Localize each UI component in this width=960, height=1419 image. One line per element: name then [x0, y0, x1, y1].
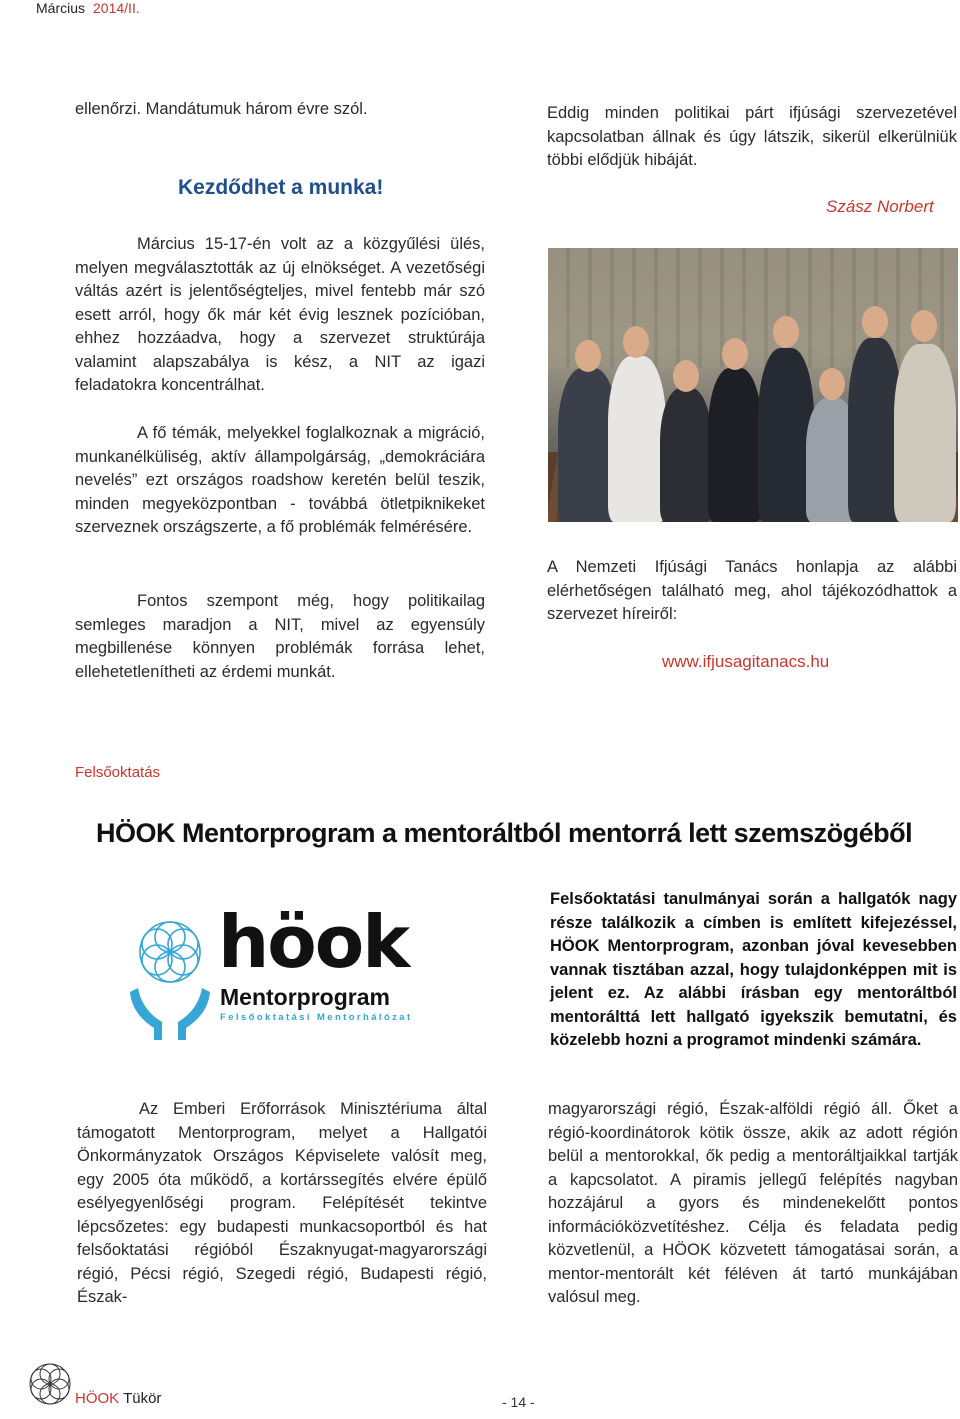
article-body-right: magyarországi régió, Észak-alföldi régió áll. Őket a régió-koordinátorok kötik össze, akik az adott régión belül a mentorokkal, ők pedig a mentoráltjaikkal tartják a kapcsolatot. A piramis jellegű felépítés nagyban hozzájárul a gyors és mindenekelőtt pontos információközvetítéshez. Célja és feladata pedig közvetlenül, a HÖOK közvetett támogatásai során, a mentor-mentorált két féléven át tartó munkájában valósul meg. — [548, 1100, 958, 1306]
article-author: Szász Norbert — [826, 197, 934, 216]
page-number: - 14 - — [502, 1394, 535, 1410]
left-paragraph-2: Március 15-17-én volt az a közgyűlési ülés, melyen megválasztották az új elnökséget. A vezetőségi váltás azért is jelentőségteljes, mivel fentebb már szó esett arról, hogy ők már két évig lesznek pozícióban, ehhez hozzáadva, hogy a szervezet struktúrája valamint alapszabálya is kész, a NIT az igazi feladatokra koncentrálhat. — [75, 235, 485, 394]
page-header — [36, 0, 140, 16]
footer-brand-red: HÖOK — [75, 1390, 120, 1407]
logo-wordmark: höok — [218, 900, 409, 984]
left-paragraph-1: ellenőrzi. Mandátumuk három évre szól. — [75, 100, 368, 118]
logo-subtitle: Mentorprogram — [220, 984, 390, 1010]
article-intro: Felsőoktatási tanulmányai során a hallgatók nagy része találkozik a címben is említett kifejezéssel, HÖOK Mentorprogram, azonban jóval kevesebben vannak tisztában azzal, hogy tulajdonképpen mit is jelent ez. Az alábbi írásban egy mentoráltból mentorálttá lett hallgató igyekszik bemutatni, és közelebb hozni a programot mindenki számára. — [550, 890, 957, 1049]
footer-brand-rest: Tükör — [119, 1390, 162, 1407]
section-heading: Kezdődhet a munka! — [178, 176, 384, 199]
article-title: HÖOK Mentorprogram a mentoráltból mentorrá lett szemszögéből — [96, 818, 913, 848]
right-paragraph-2: A Nemzeti Ifjúsági Tanács honlapja az alábbi elérhetőségen található meg, ahol tájékozódhattok a szervezet híreiről: — [547, 558, 957, 623]
header-issue: 2014/II. — [93, 0, 140, 16]
left-paragraph-4: Fontos szempont még, hogy politikailag semleges maradjon a NIT, mivel az egyensúly megbillenése könnyen problémák forrása lehet, ellehetetlenítheti az érdemi munkát. — [75, 592, 485, 681]
website-link[interactable]: www.ifjusagitanacs.hu — [662, 652, 830, 671]
article-body-left: Az Emberi Erőforrások Minisztériuma által támogatott Mentorprogram, melyet a Hallgatói Önkormányzatok Országos Képviselete valósít meg, egy 2005 óta működő, a kortárssegítés elvére épülő esélyegyenlőségi program. Felépítését tekintve lépcsőzetes: egy budapesti munkacsoportból és hat felsőoktatási régióból Északnyugat-magyarországi régió, Pécsi régió, Szegedi régió, Budapesti régió, Észak- — [77, 1100, 487, 1306]
logo-tagline: Felsőoktatási Mentorhálózat — [220, 1012, 413, 1023]
left-paragraph-3: A fő témák, melyekkel foglalkoznak a migráció, munkanélküliség, aktív állampolgárság, „demokráciára nevelés” ezt országos roadshow keretén belül teszik, minden megyeközpontban - továbbá ötletpiknikeket szerveznek országszerte, a fő problémák felmérésére. — [75, 424, 485, 536]
hook-mentorprogram-logo — [120, 900, 440, 1060]
section-label: Felsőoktatás — [75, 764, 161, 781]
footer-brand — [75, 1390, 161, 1407]
footer-logo-icon — [28, 1362, 72, 1406]
right-paragraph-1: Eddig minden politikai párt ifjúsági szervezetével kapcsolatban állnak és úgy látszik, sikerül elkerülniük többi elődjük hibáját. — [547, 104, 957, 169]
header-month: Március — [36, 0, 86, 16]
group-photo — [548, 248, 958, 522]
footer-logo — [28, 1362, 72, 1406]
